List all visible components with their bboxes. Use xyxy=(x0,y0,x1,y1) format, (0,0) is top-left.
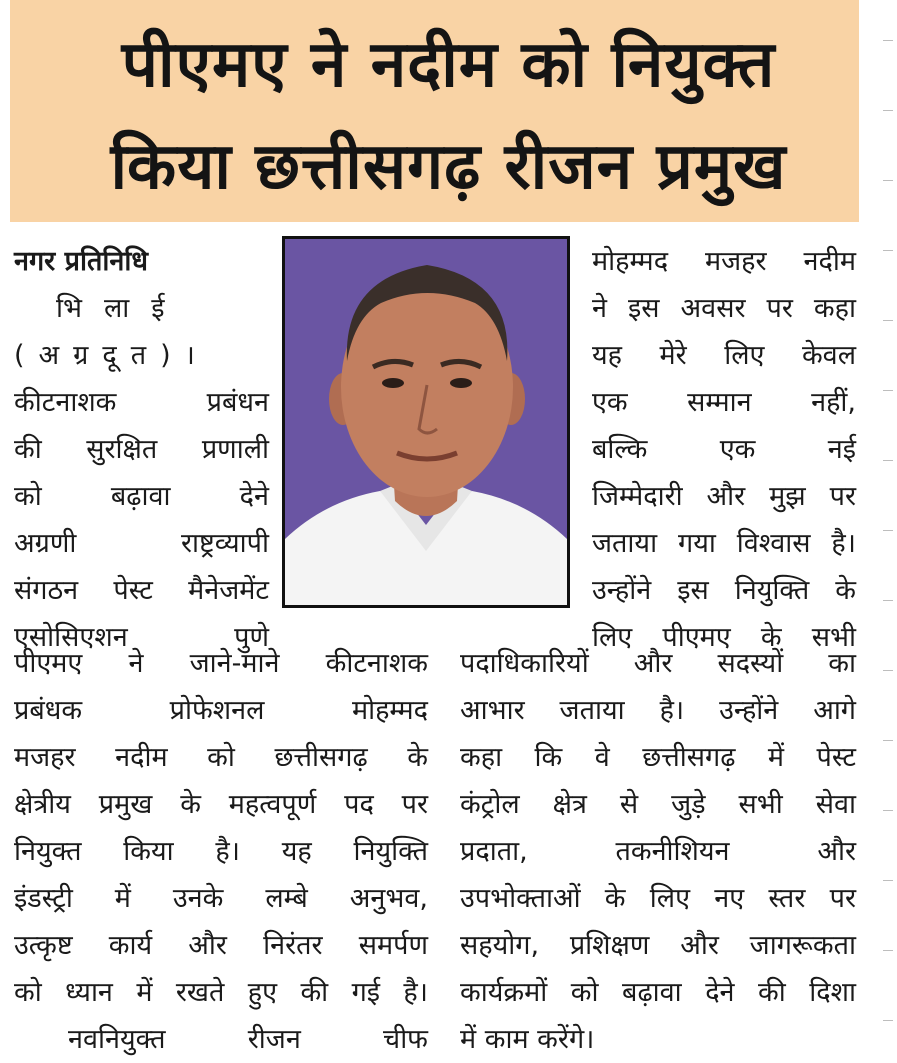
column-top-right xyxy=(592,238,856,661)
page-edge-ruler xyxy=(867,0,897,1060)
column-line: आभार जताया है। उन्होंने आगे xyxy=(460,695,856,726)
column-line: ने इस अवसर पर कहा xyxy=(592,293,856,324)
column-line: प्रदाता, तकनीशियन और xyxy=(460,836,856,867)
column-line: जताया गया विश्वास है। xyxy=(592,528,856,559)
column-line: को ध्यान में रखते हुए की गई है। xyxy=(14,977,428,1008)
column-line: उपभोक्ताओं के लिए नए स्तर पर xyxy=(460,883,856,914)
column-line: पीएमए ने जाने-माने कीटनाशक xyxy=(14,648,428,679)
column-line: यह मेरे लिए केवल xyxy=(592,340,856,371)
column-line: लिए पीएमए के सभी xyxy=(592,622,856,653)
column-line: कहा कि वे छत्तीसगढ़ में पेस्ट xyxy=(460,742,856,773)
column-line: को बढ़ावा देने xyxy=(14,481,269,512)
column-line: जिम्मेदारी और मुझ पर xyxy=(592,481,856,512)
column-line: में काम करेंगे। xyxy=(460,1024,595,1055)
column-line: पदाधिकारियों और सदस्यों का xyxy=(460,648,856,679)
column-line: कीटनाशक प्रबंधन xyxy=(14,387,269,418)
column-top-left xyxy=(14,238,269,661)
column-line: अग्रणी राष्ट्रव्यापी xyxy=(14,528,269,559)
column-line: नियुक्त किया है। यह नियुक्ति xyxy=(14,836,428,867)
column-line: बल्कि एक नई xyxy=(592,434,856,465)
column-line: मोहम्मद मजहर नदीम xyxy=(592,246,856,277)
column-line: की सुरक्षित प्रणाली xyxy=(14,434,269,465)
column-line: संगठन पेस्ट मैनेजमेंट xyxy=(14,575,269,606)
column-line: प्रबंधक प्रोफेशनल मोहम्मद xyxy=(14,695,428,726)
portrait-photo xyxy=(282,236,570,608)
column-line: मजहर नदीम को छत्तीसगढ़ के xyxy=(14,742,428,773)
column-line: कार्यक्रमों को बढ़ावा देने की दिशा xyxy=(460,977,856,1008)
column-line: उन्होंने इस नियुक्ति के xyxy=(592,575,856,606)
column-line: सहयोग, प्रशिक्षण और जागरूकता xyxy=(460,930,856,961)
column-line: क्षेत्रीय प्रमुख के महत्वपूर्ण पद पर xyxy=(14,789,428,820)
column-line: एक सम्मान नहीं, xyxy=(592,387,856,418)
column-line: नवनियुक्त रीजन चीफ xyxy=(68,1024,428,1055)
column-line: इंडस्ट्री में उनके लम्बे अनुभव, xyxy=(14,883,428,914)
headline-line-1: पीएमए ने नदीम को नियुक्त xyxy=(121,28,776,102)
column-bottom-right xyxy=(460,640,856,1063)
column-line: (अग्रदूत)। xyxy=(14,340,209,371)
portrait-illustration xyxy=(285,239,567,605)
column-line: एसोसिएशन पुणे xyxy=(14,622,269,653)
column-line: उत्कृष्ट कार्य और निरंतर समर्पण xyxy=(14,930,428,961)
byline: नगर प्रतिनिधि xyxy=(14,246,148,277)
headline-line-2: किया छत्तीसगढ़ रीजन प्रमुख xyxy=(110,130,787,204)
column-bottom-left xyxy=(14,640,428,1063)
column-line: कंट्रोल क्षेत्र से जुड़े सभी सेवा xyxy=(460,789,856,820)
column-line: भिलाई xyxy=(56,293,187,324)
